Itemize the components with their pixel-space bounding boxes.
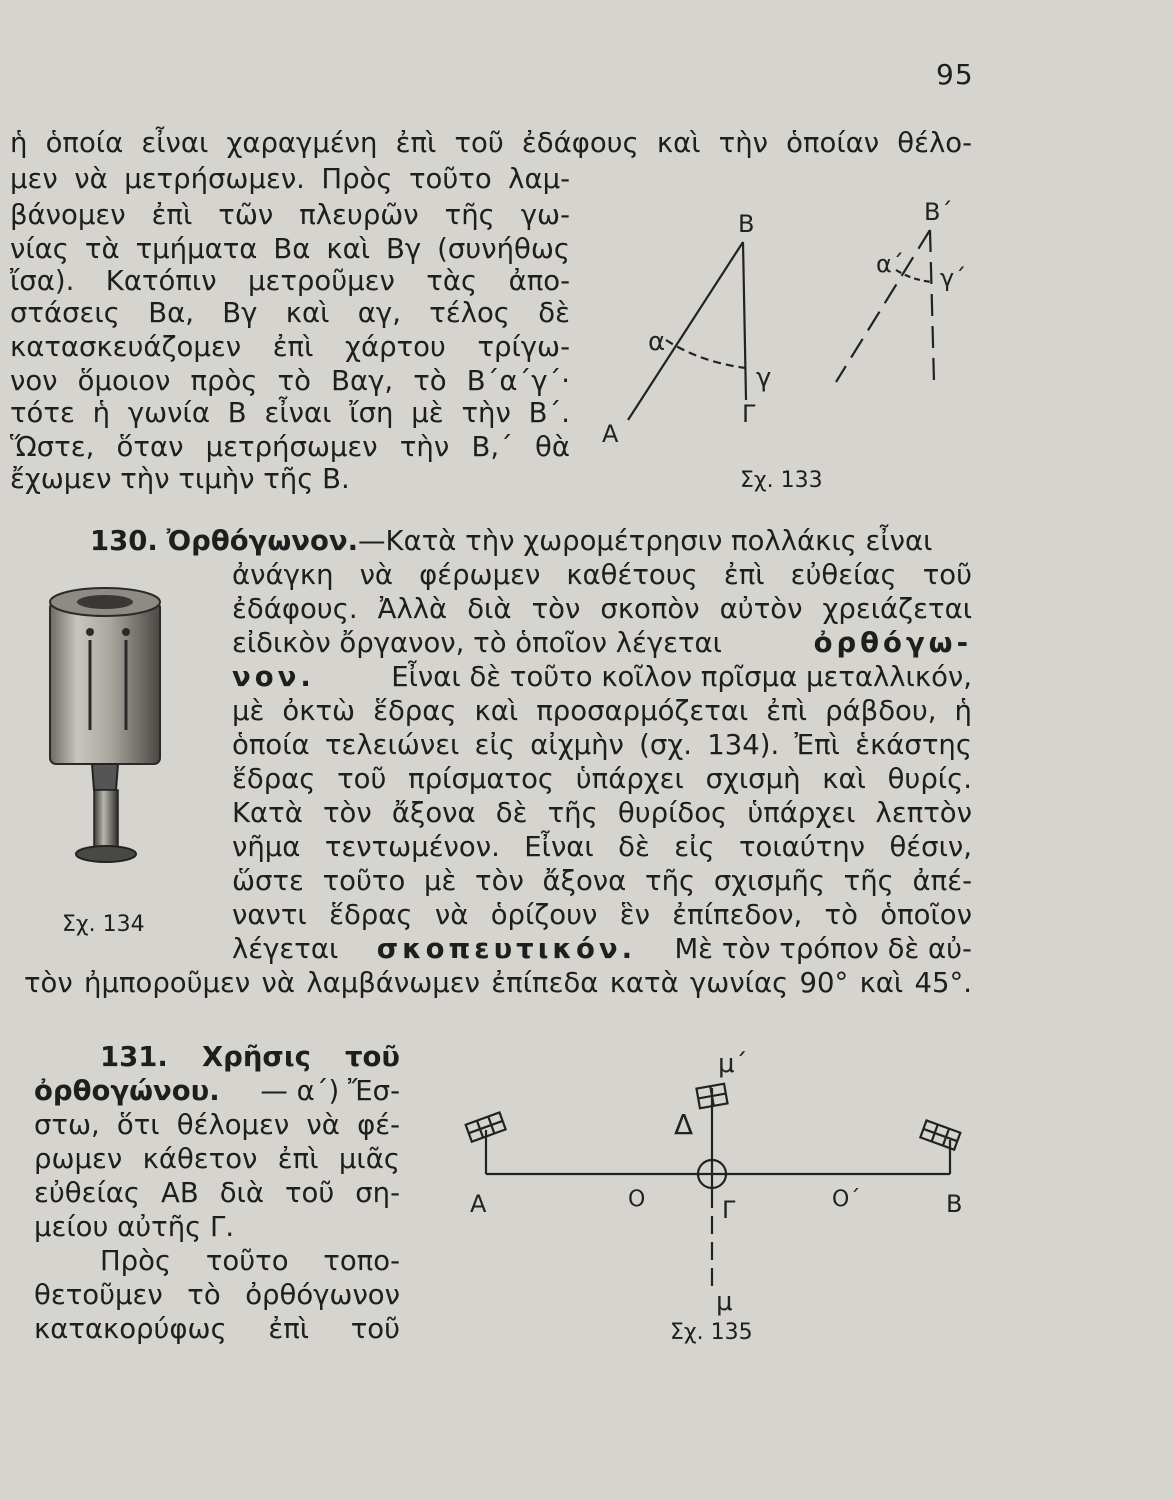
text-fragment: — α΄) Ἔσ- <box>260 1075 400 1107</box>
term-orthogonon: ὀρθόγω- <box>813 627 972 659</box>
prism-opening <box>77 595 133 609</box>
text-line: ὥστε τοῦτο μὲ τὸν ἄξονα τῆς σχισμῆς τῆς ἀπέ- <box>232 865 972 897</box>
line-BG <box>743 242 746 400</box>
label-m: μ <box>716 1287 733 1317</box>
text-line: ἕδρας τοῦ πρίσματος ὑπάρχει σχισμὴ καὶ θυρίς. <box>232 763 972 795</box>
section-number: 131. <box>100 1041 168 1073</box>
label-B: Β <box>738 210 755 238</box>
label-g-prime: γ΄ <box>940 264 967 292</box>
term-orthogonon-end: νον. <box>232 661 315 693</box>
text-fragment: Εἶναι δὲ τοῦτο κοῖλον πρῖσμα μεταλλικόν, <box>391 661 972 693</box>
text-line: νίας τὰ τμήματα Βα καὶ Βγ (συνήθως <box>10 233 570 265</box>
figure-134-caption: Σχ. 134 <box>62 912 145 937</box>
text-line: βάνομεν ἐπὶ τῶν πλευρῶν τῆς γω- <box>10 199 570 231</box>
text-line: μεν νὰ μετρήσωμεν. Πρὸς τοῦτο λαμ- <box>10 163 570 195</box>
text-fragment: Μὲ τὸν τρόπον δὲ αὐ- <box>674 933 972 965</box>
section-lead: —Κατὰ τὴν χωρομέτρησιν πολλάκις εἶναι <box>358 525 933 557</box>
text-line <box>232 660 972 694</box>
text-line: μὲ ὀκτὼ ἕδρας καὶ προσαρμόζεται ἐπὶ ράβδου, ἡ <box>232 695 972 727</box>
rod-ring <box>76 846 136 862</box>
section-title: Ὀρθόγωνον. <box>166 525 359 557</box>
flag-B <box>920 1120 960 1149</box>
text-line: τὸν ἠμποροῦμεν νὰ λαμβάνωμεν ἐπίπεδα κατὰ γωνίας 90° καὶ 45°. <box>24 967 972 999</box>
label-B: Β <box>946 1190 963 1218</box>
text-fragment: λέγεται <box>232 933 339 965</box>
text-line: ἴσα). Κατόπιν μετροῦμεν τὰς ἀπο- <box>10 265 570 297</box>
figure-135 <box>440 1030 980 1320</box>
text-line <box>34 1074 400 1108</box>
label-G: Γ <box>722 1196 736 1224</box>
label-G: Γ <box>742 400 756 428</box>
line-BA <box>628 242 743 420</box>
section-130-heading <box>90 524 932 558</box>
rivet <box>122 628 130 636</box>
text-line: ὁποία τελειώνει εἰς αἰχμὴν (σχ. 134). Ἐπὶ ἑκάστης <box>232 729 972 761</box>
page-number: 95 <box>936 58 974 91</box>
text-line: Κατὰ τὸν ἄξονα δὲ τῆς θυρίδος ὑπάρχει λεπτὸν <box>232 797 972 829</box>
label-a-prime: α΄ <box>876 250 904 278</box>
text-fragment: εἰδικὸν ὄργανον, τὸ ὁποῖον λέγεται <box>232 627 722 659</box>
text-line: μείου αὐτῆς Γ. <box>34 1211 235 1243</box>
text-line: θετοῦμεν τὸ ὀρθόγωνον <box>34 1279 400 1311</box>
rivet <box>86 628 94 636</box>
text-line: ρωμεν κάθετον ἐπὶ μιᾶς <box>34 1143 400 1175</box>
text-line: νῆμα τεντωμένον. Εἶναι δὲ εἰς τοιαύτην θέσιν, <box>232 831 972 863</box>
text-line: Πρὸς τοῦτο τοπο- <box>100 1245 400 1277</box>
text-line: νον ὅμοιον πρὸς τὸ Βαγ, τὸ Β΄α΄γ΄· <box>10 365 570 397</box>
label-O: Ο <box>628 1187 646 1212</box>
flag-A <box>466 1112 506 1141</box>
text-line: κατακορύφως ἐπὶ τοῦ <box>34 1313 400 1345</box>
line-B2G2 <box>930 230 934 382</box>
figure-135-caption: Σχ. 135 <box>670 1320 753 1345</box>
section-title: τοῦ <box>344 1041 400 1073</box>
text-line: τότε ἡ γωνία Β εἶναι ἴση μὲ τὴν Β΄. <box>10 397 570 429</box>
section-title: Χρῆσις <box>201 1041 311 1073</box>
rod <box>94 790 118 850</box>
collar <box>92 764 118 790</box>
label-A: Α <box>470 1190 487 1218</box>
term-skopeftikon: σκοπευτικόν. <box>376 933 637 965</box>
text-line: εὐθείας ΑΒ διὰ τοῦ ση- <box>34 1177 400 1209</box>
figure-133 <box>590 190 980 448</box>
text-line: ἔχωμεν τὴν τιμὴν τῆς Β. <box>10 463 350 495</box>
figure-134 <box>40 580 180 880</box>
label-a: α <box>648 327 666 357</box>
text-line: στάσεις Βα, Βγ καὶ αγ, τέλος δὲ <box>10 297 570 329</box>
label-g: γ <box>756 363 772 393</box>
section-number: 130. <box>90 525 158 557</box>
text-line: ἐδάφους. Ἀλλὰ διὰ τὸν σκοπὸν αὐτὸν χρειάζεται <box>232 593 972 625</box>
label-D: Δ <box>674 1108 694 1141</box>
text-line: Ὥστε, ὅταν μετρήσωμεν τὴν Β,΄ θὰ <box>10 431 570 463</box>
text-line: κατασκευάζομεν ἐπὶ χάρτου τρίγω- <box>10 331 570 363</box>
text-line: ἀνάγκη νὰ φέρωμεν καθέτους ἐπὶ εὐθείας τοῦ <box>232 559 972 591</box>
text-line: στω, ὅτι θέλομεν νὰ φέ- <box>34 1109 400 1141</box>
text-line <box>232 626 972 660</box>
label-O-prime: Ο΄ <box>832 1187 861 1212</box>
section-131-heading <box>100 1040 400 1074</box>
text-line: ναντι ἕδρας νὰ ὁρίζουν ἓν ἐπίπεδον, τὸ ὁποῖον <box>232 899 972 931</box>
label-m-prime: μ΄ <box>718 1049 748 1079</box>
section-title: ὀρθογώνου. <box>34 1075 220 1107</box>
text-line: ἡ ὁποία εἶναι χαραγμένη ἐπὶ τοῦ ἐδάφους καὶ τὴν ὁποίαν θέλο- <box>10 127 972 159</box>
label-A: Α <box>602 420 619 448</box>
prism-body <box>50 602 160 764</box>
label-B-prime: Β΄ <box>924 198 953 226</box>
figure-133-caption: Σχ. 133 <box>740 468 823 493</box>
text-line <box>232 932 972 966</box>
